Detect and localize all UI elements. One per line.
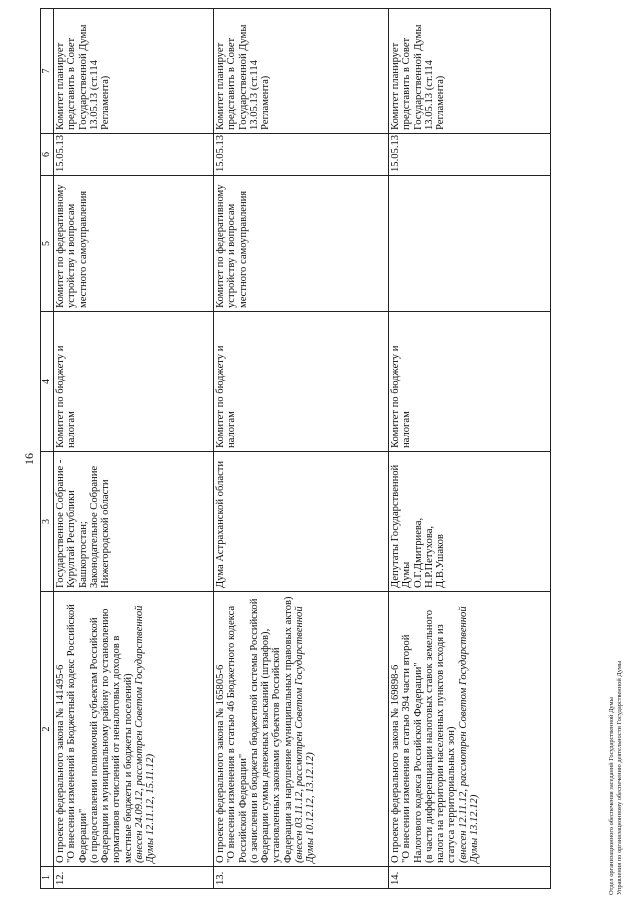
bill-title: О проекте федерального закона № 169898-6 "О внесении изменения в статью 394 части второй Налогового кодекса Российской Федерации": [390, 634, 424, 863]
table-header-row: [41, 9, 54, 889]
initiator: Депутаты Государственной Думы О.Г.Дмитриева, Н.Р.Петухова, Д.В.Ушаков: [389, 452, 551, 592]
bill-details: (о зачислении в бюджеты бюджетной системы Российской Федерации суммы денежных взысканий (штрафов), установленных законами субъектов Российской Федерации за нарушение муниципальных правовых актов): [248, 596, 294, 863]
column-header: 1: [41, 867, 54, 889]
date: 15.05.13: [389, 134, 551, 176]
date: 15.05.13: [214, 134, 389, 176]
table-row: [54, 9, 214, 889]
footer-line-1: Отдел организационного обеспечения заседаний Государственной Думы: [608, 697, 615, 895]
initiator: Государственное Собрание - Курултай Республики Башкортостан; Законодательное Собрание Нижегородской области: [54, 452, 214, 592]
bills-table: [40, 8, 551, 889]
initiator: Дума Астраханской области: [214, 452, 389, 592]
column-header: 7: [41, 9, 54, 134]
date: 15.05.13: [54, 134, 214, 176]
table-row: [389, 9, 551, 889]
column-header: 2: [41, 592, 54, 867]
footer-line-2: Управления по организационному обеспечению деятельности Государственной Думы: [616, 660, 623, 895]
row-number: 13.: [214, 867, 389, 889]
co-executor-committee: [389, 176, 551, 312]
bill-note: (внесен 03.11.12, рассмотрен Советом Государственной Думы 10.12.12, 13.12.12): [294, 606, 317, 863]
bill-description: [54, 592, 214, 867]
row-number: 14.: [389, 867, 551, 889]
bill-note: (внесен 12.11.12, рассмотрен Советом Государственной Думы 13.12.12): [457, 606, 481, 863]
column-header: 6: [41, 134, 54, 176]
status: Комитет планирует представить в Совет Государственной Думы 13.05.13 (ст.114 Регламента): [389, 9, 551, 134]
bill-details: (о предоставлении полномочий субъектам Российской Федерации и муниципальному району по установлению нормативов отчислений от неналоговых доходов в местные бюджеты и бюджеты поселений): [88, 608, 134, 863]
bill-details: (в части дифференциации налоговых ставок земельного налога на территории населенных пунктов исходя из статуса территориальных зон): [423, 609, 458, 863]
bill-description: [214, 592, 389, 867]
table-row: [214, 9, 389, 889]
status: Комитет планирует представить в Совет Государственной Думы 13.05.13 (ст.114 Регламента): [54, 9, 214, 134]
responsible-committee: Комитет по бюджету и налогам: [389, 312, 551, 452]
responsible-committee: Комитет по бюджету и налогам: [54, 312, 214, 452]
co-executor-committee: Комитет по федеративному устройству и вопросам местного самоуправления: [214, 176, 389, 312]
bill-title: О проекте федерального закона № 165805-6 "О внесении изменения в статью 46 Бюджетного кодекса Российской Федерации": [215, 605, 249, 863]
bill-description: [389, 592, 551, 867]
co-executor-committee: Комитет по федеративному устройству и вопросам местного самоуправления: [54, 176, 214, 312]
column-header: 4: [41, 312, 54, 452]
bill-note: (внесен 24.09.12, рассмотрен Советом Государственной Думы 12.11.12, 15.11.12): [134, 605, 157, 863]
responsible-committee: Комитет по бюджету и налогам: [214, 312, 389, 452]
page-number: 16: [22, 453, 36, 465]
row-number: 12.: [54, 867, 214, 889]
column-header: 5: [41, 176, 54, 312]
status: Комитет планирует представить в Совет Государственной Думы 13.05.13 (ст.114 Регламента): [214, 9, 389, 134]
column-header: 3: [41, 452, 54, 592]
bill-title: О проекте федерального закона № 141495-6 "О внесении изменений в Бюджетный кодекс Российской Федерации": [55, 604, 89, 863]
